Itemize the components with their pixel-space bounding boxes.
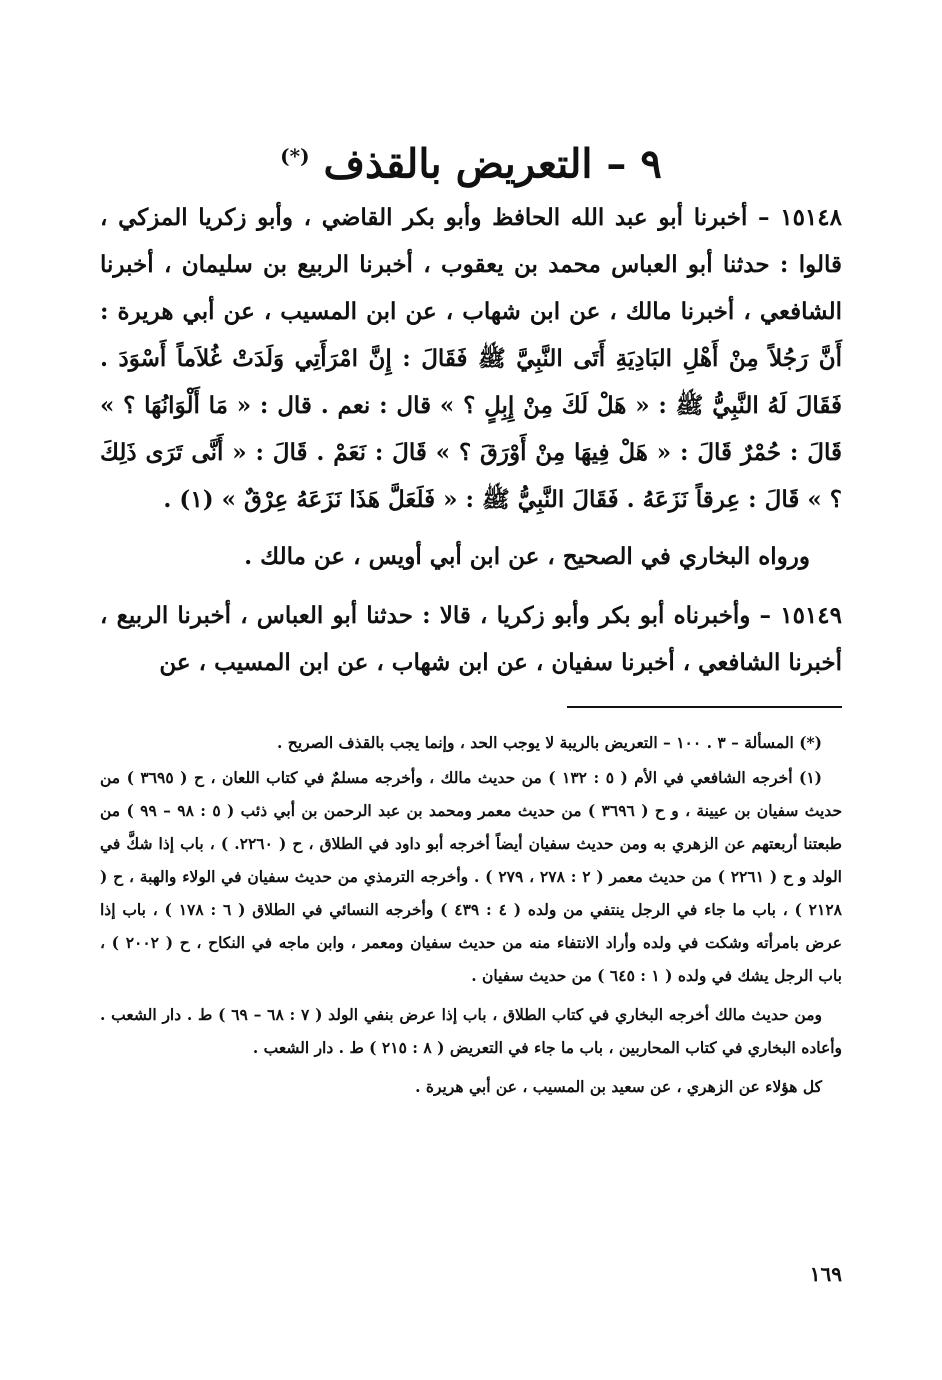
page-number: ١٦٩ bbox=[809, 1262, 842, 1286]
footnotes-section bbox=[100, 726, 842, 1103]
main-text bbox=[100, 194, 842, 686]
footnote-1: (١) أخرجه الشافعي في الأم ( ٥ : ١٣٢ ) من حديث مالك ، وأخرجه مسلمٌ في كتاب اللعان ، ح ( ٣٦٩٥ ) من حديث سفيان بن عيينة ، و ح ( ٣٦٩٦ ) من حديث معمر ومحمد بن عبد الرحمن بن أبي ذئب ( ٥ : ٩٨ – ٩٩ ) من طبعتنا أربعتهم عن الزهري به ومن حديث سفيان أيضاً أخرجه أبو داود في الطلاق ، ح ( ٢٢٦٠. ) ، باب إذا شكَّ في الولد و ح ( ٢٢٦١ ) من حديث معمر ( ٢ : ٢٧٨ ، ٢٧٩ ) . وأخرجه الترمذي من حديث سفيان في الولاء والهبة ، ح ( ٢١٢٨ ) ، باب ما جاء في الرجل ينتفي من ولده ( ٤ : ٤٣٩ ) وأخرجه النسائي في الطلاق ( ٦ : ١٧٨ ) ، باب إذا عرض بامرأته وشكت في ولده وأراد الانتفاء منه من حديث سفيان ومعمر ، وابن ماجه في النكاح ، ح ( ٢٠٠٢ ) ، باب الرجل يشك في ولده ( ١ : ٦٤٥ ) من حديث سفيان . bbox=[100, 768, 843, 985]
footnote-1-summary: كل هؤلاء عن الزهري ، عن سعيد بن المسيب ، عن أبي هريرة . bbox=[415, 1077, 822, 1096]
title-footnote-marker: (*) bbox=[280, 144, 310, 168]
footnote-1-continued: ومن حديث مالك أخرجه البخاري في كتاب الطلاق ، باب إذا عرض بنفي الولد ( ٧ : ٦٨ – ٦٩ ) ط . دار الشعب . وأعاده البخاري في كتاب المحاربين ، باب ما جاء في التعريض ( ٨ : ٢١٥ ) ط . دار الشعب . bbox=[100, 1005, 842, 1057]
footnote-separator bbox=[567, 706, 842, 708]
chapter-title bbox=[0, 128, 942, 192]
footnote-star: (*) المسألة – ٣ . ١٠٠ – التعريض بالريبة لا يوجب الحد ، وإنما يجب بالقذف الصريح . bbox=[277, 733, 822, 752]
narration-note-paragraph: ورواه البخاري في الصحيح ، عن ابن أبي أويس ، عن مالك . bbox=[244, 543, 810, 570]
chapter-title-text: ٩ – التعريض بالقذف bbox=[323, 140, 662, 188]
hadith-paragraph-15148: ١٥١٤٨ – أخبرنا أبو عبد الله الحافظ وأبو بكر القاضي ، وأبو زكريا المزكي ، قالوا : حدثنا أبو العباس محمد بن يعقوب ، أخبرنا الربيع بن سليمان ، أخبرنا الشافعي ، أخبرنا مالك ، عن ابن شهاب ، عن ابن المسيب ، عن أبي هريرة : أَنَّ رَجُلاً مِنْ أَهْلِ البَادِيَةِ أَتَى النَّبِيَّ ﷺ فَقَالَ : إِنَّ امْرَأَتِي وَلَدَتْ غُلاَماً أَسْوَدَ . فَقَالَ لَهُ النَّبِيُّ ﷺ : « هَلْ لَكَ مِنْ إِبِلٍ ؟ » قال : نعم . قال : « مَا أَلْوَانُهَا ؟ » قَالَ : حُمْرٌ قَالَ : « هَلْ فِيهَا مِنْ أَوْرَقَ ؟ » قَالَ : نَعَمْ . قَالَ : « أَنَّى تَرَى ذَلِكَ ؟ » قَالَ : عِرقاً نَزَعَهُ . فَقَالَ النَّبِيُّ ﷺ : « فَلَعَلَّ هَذَا نَزَعَهُ عِرْقٌ » (١) . bbox=[100, 204, 842, 513]
hadith-paragraph-15149: ١٥١٤٩ – وأخبرناه أبو بكر وأبو زكريا ، قالا : حدثنا أبو العباس ، أخبرنا الربيع ، أخبرنا الشافعي ، أخبرنا سفيان ، عن ابن شهاب ، عن ابن المسيب ، عن bbox=[100, 602, 842, 676]
